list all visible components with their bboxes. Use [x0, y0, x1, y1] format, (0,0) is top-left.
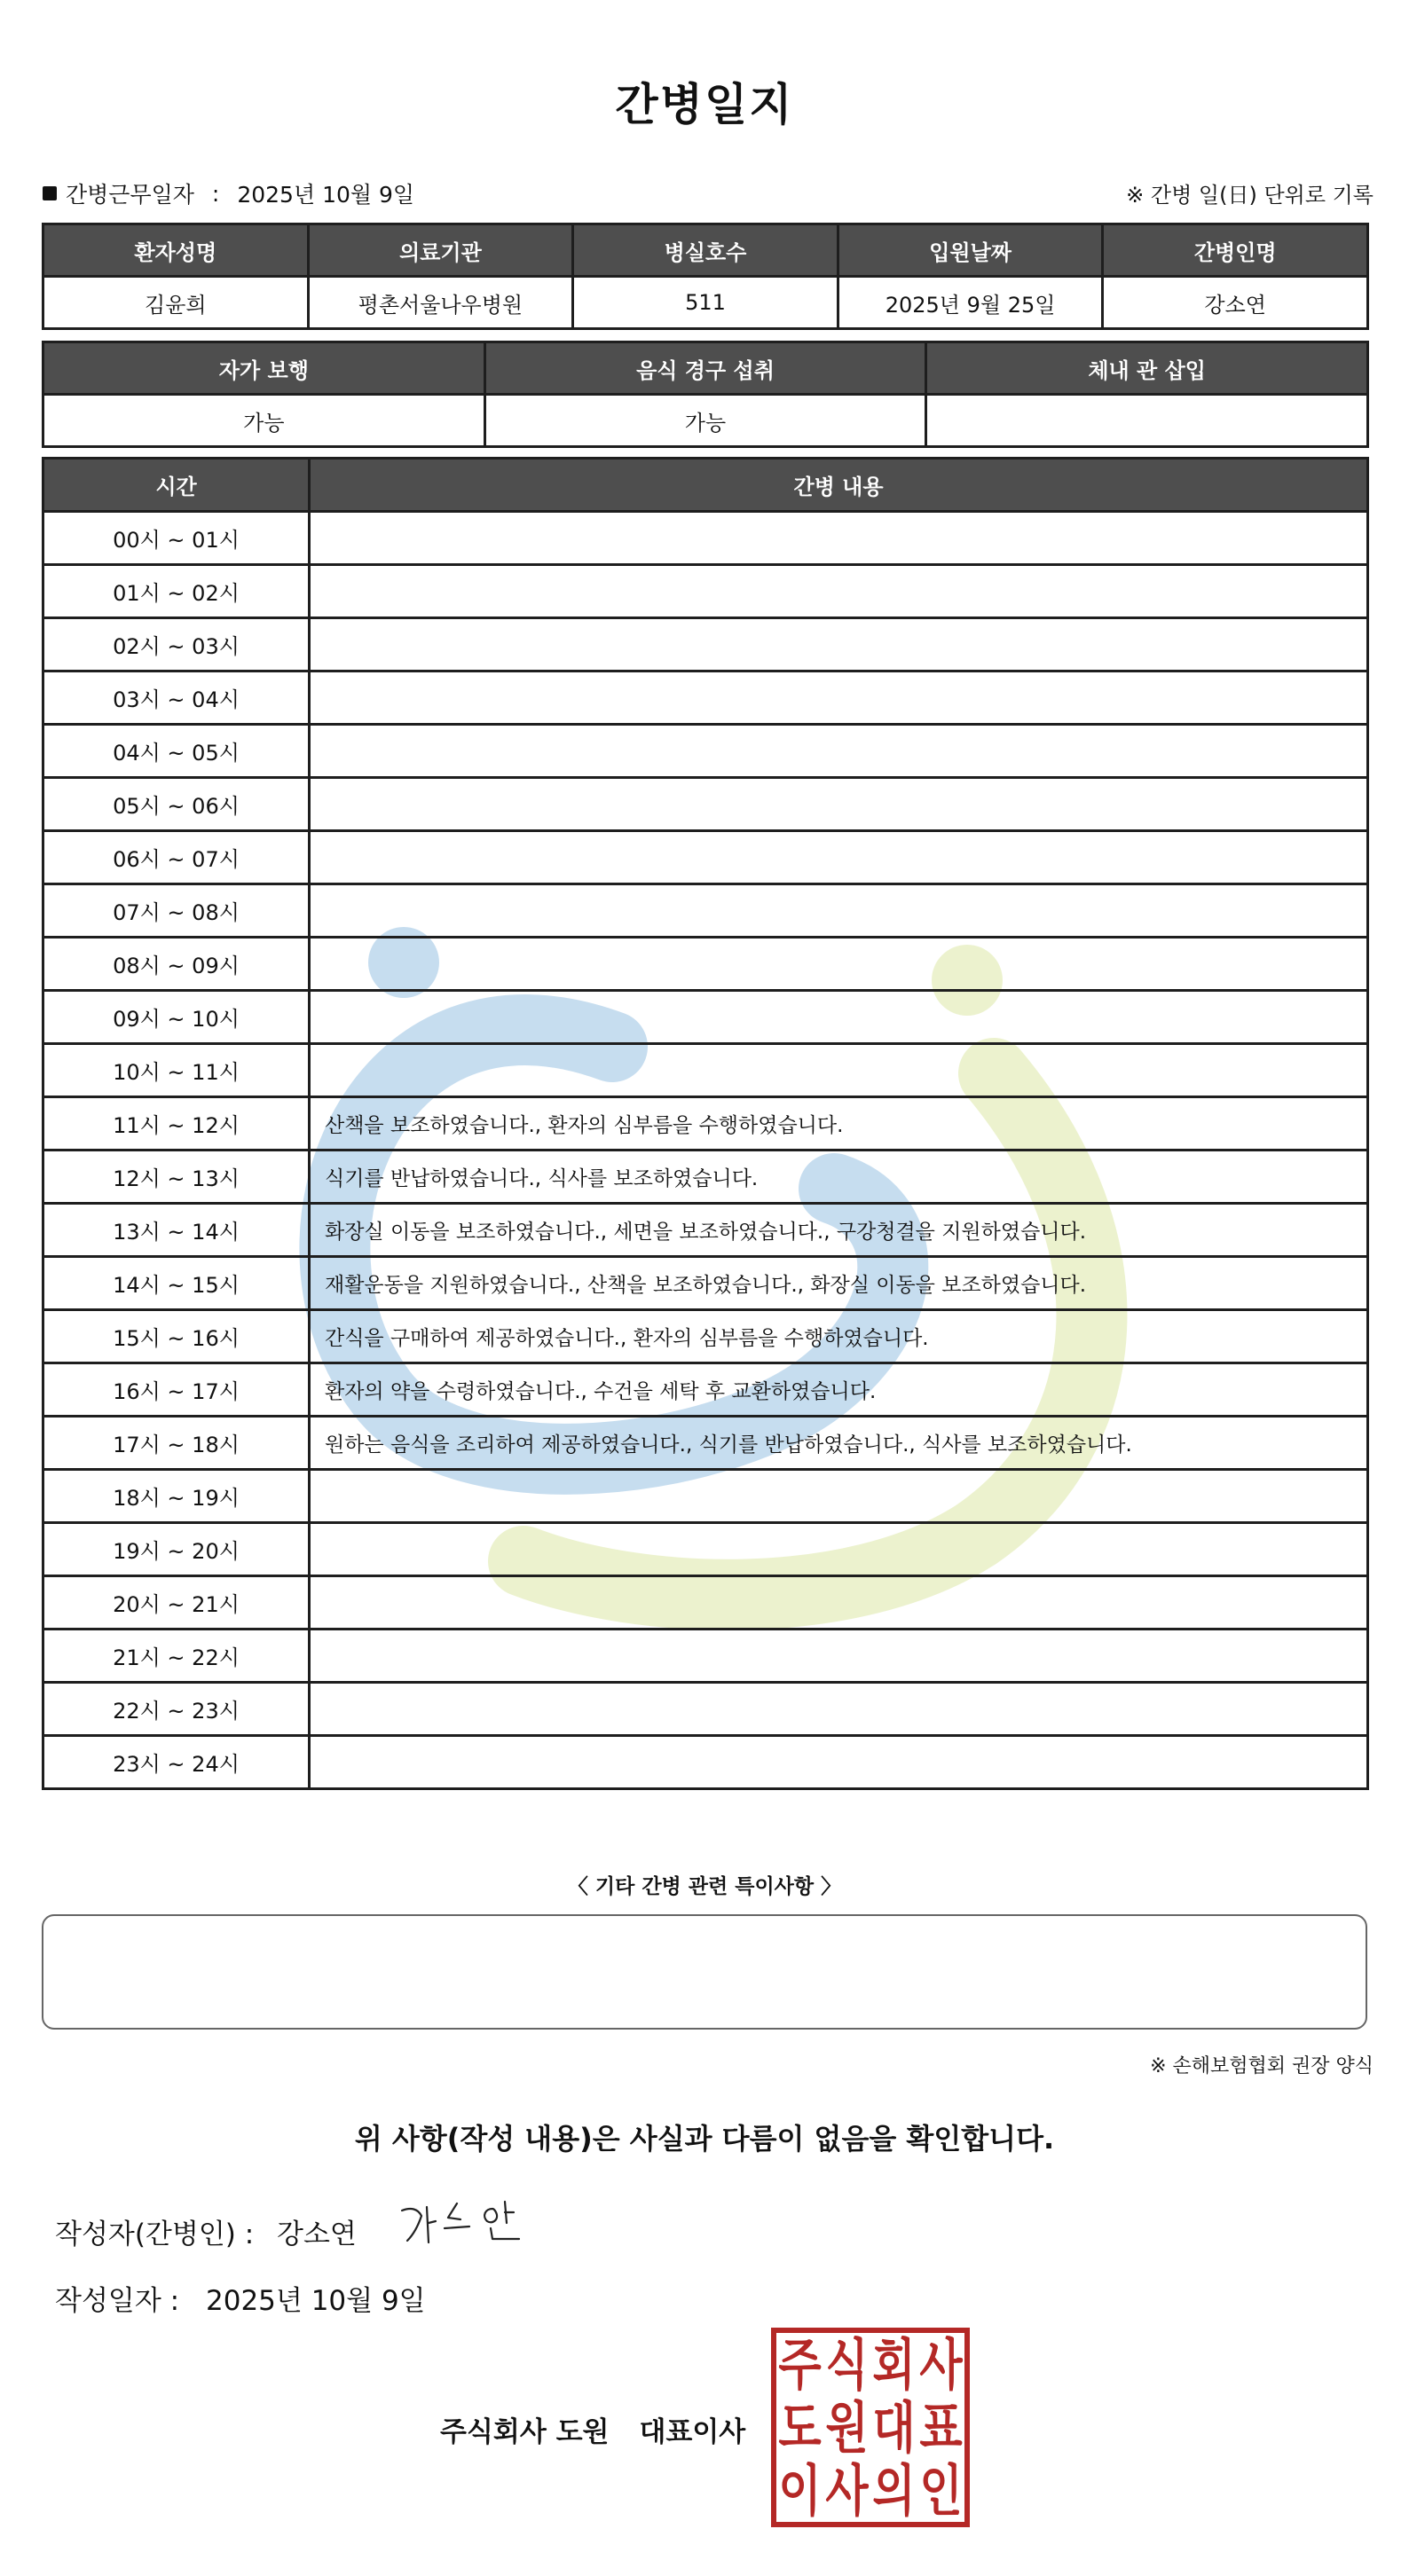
- care-content-cell: 식기를 반납하였습니다., 식사를 보조하였습니다.: [310, 1151, 1368, 1204]
- tube-insertion-value: [926, 395, 1368, 447]
- writer-label: 작성자(간병인) :: [55, 2219, 255, 2250]
- seal-character: 사: [825, 2458, 869, 2523]
- care-content-cell: [310, 991, 1368, 1044]
- seal-character: 원: [825, 2395, 869, 2460]
- time-slot-cell: 12시 ~ 13시: [43, 1151, 310, 1204]
- table-row: [43, 1204, 1368, 1257]
- time-slot-cell: 13시 ~ 14시: [43, 1204, 310, 1257]
- table-row: [43, 1097, 1368, 1151]
- special-notes-title: 〈 기타 간병 관련 특이사항 〉: [567, 1875, 842, 1898]
- care-content-cell: [310, 1630, 1368, 1683]
- care-content-cell: 원하는 음식을 조리하여 제공하였습니다., 식기를 반납하였습니다., 식사를 보조하였습니다.: [310, 1417, 1368, 1470]
- table-row: [43, 778, 1368, 831]
- care-content-cell: 재활운동을 지원하였습니다., 산책을 보조하였습니다., 화장실 이동을 보조하였습니다.: [310, 1257, 1368, 1310]
- header-caregiver-name: 간병인명: [1103, 224, 1368, 277]
- care-content-cell: [310, 512, 1368, 565]
- table-row: [43, 1736, 1368, 1789]
- written-date-label: 작성일자 :: [55, 2285, 180, 2317]
- header-admission-date: 입원날짜: [838, 224, 1103, 277]
- room-number: 511: [573, 277, 838, 329]
- care-log-body: [43, 512, 1368, 1789]
- hospital-name: 평촌서울나우병원: [308, 277, 573, 329]
- time-slot-cell: 05시 ~ 06시: [43, 778, 310, 831]
- seal-character: 인: [919, 2458, 963, 2523]
- care-content-cell: [310, 1683, 1368, 1736]
- admission-date: 2025년 9월 25일: [838, 277, 1103, 329]
- caregiver-name: 강소연: [1103, 277, 1368, 329]
- table-row: [43, 884, 1368, 938]
- confirmation-statement: 위 사항(작성 내용)은 사실과 다름이 없음을 확인합니다.: [354, 2122, 1055, 2156]
- table-row: [43, 1523, 1368, 1576]
- oral-intake-value: 가능: [484, 395, 926, 447]
- time-slot-cell: 22시 ~ 23시: [43, 1683, 310, 1736]
- table-row: [43, 1630, 1368, 1683]
- seal-character: 도: [778, 2395, 822, 2460]
- time-slot-cell: 20시 ~ 21시: [43, 1576, 310, 1630]
- table-row: [43, 1683, 1368, 1736]
- company-ceo-title: 대표이사: [639, 2416, 746, 2448]
- time-slot-cell: 10시 ~ 11시: [43, 1044, 310, 1097]
- seal-character: 회: [872, 2332, 916, 2397]
- time-slot-cell: 07시 ~ 08시: [43, 884, 310, 938]
- time-slot-cell: 04시 ~ 05시: [43, 725, 310, 778]
- time-slot-cell: 02시 ~ 03시: [43, 618, 310, 671]
- care-content-cell: [310, 884, 1368, 938]
- table-row: [43, 725, 1368, 778]
- table-row: [43, 1151, 1368, 1204]
- header-oral-intake: 음식 경구 섭취: [484, 342, 926, 395]
- patient-status-table: [42, 341, 1369, 448]
- time-slot-cell: 00시 ~ 01시: [43, 512, 310, 565]
- seal-character: 식: [825, 2332, 869, 2397]
- care-content-cell: 화장실 이동을 보조하였습니다., 세면을 보조하였습니다., 구강청결을 지원하였습니다.: [310, 1204, 1368, 1257]
- table-row: [43, 565, 1368, 618]
- care-content-cell: 간식을 구매하여 제공하였습니다., 환자의 심부름을 수행하였습니다.: [310, 1310, 1368, 1363]
- time-slot-cell: 14시 ~ 15시: [43, 1257, 310, 1310]
- association-form-note: ※ 손해보험협회 권장 양식: [1150, 2055, 1374, 2077]
- square-bullet-icon: [43, 186, 57, 200]
- care-content-cell: [310, 778, 1368, 831]
- time-slot-cell: 16시 ~ 17시: [43, 1363, 310, 1417]
- header-tube-insertion: 체내 관 삽입: [926, 342, 1368, 395]
- care-content-cell: [310, 1736, 1368, 1789]
- page-title: 간병일지: [615, 79, 794, 130]
- time-slot-cell: 15시 ~ 16시: [43, 1310, 310, 1363]
- table-row: [43, 1576, 1368, 1630]
- patient-name: 김윤희: [43, 277, 309, 329]
- work-date-value: 2025년 10월 9일: [237, 182, 415, 208]
- care-content-cell: [310, 1470, 1368, 1523]
- seal-character: 이: [778, 2458, 822, 2523]
- patient-info-value-row: [43, 277, 1368, 329]
- table-row: [43, 1310, 1368, 1363]
- patient-info-header-row: [43, 224, 1368, 277]
- header-patient-name: 환자성명: [43, 224, 309, 277]
- record-unit-note: ※ 간병 일(日) 단위로 기록: [1126, 183, 1374, 208]
- company-seal-stamp: [771, 2328, 970, 2527]
- work-date-line: [43, 177, 414, 209]
- header-time: 시간: [43, 459, 310, 512]
- self-walking-value: 가능: [43, 395, 485, 447]
- care-content-cell: [310, 618, 1368, 671]
- time-slot-cell: 19시 ~ 20시: [43, 1523, 310, 1576]
- written-date-value: 2025년 10월 9일: [206, 2285, 426, 2317]
- writer-name: 강소연: [277, 2219, 357, 2250]
- time-slot-cell: 06시 ~ 07시: [43, 831, 310, 884]
- table-row: [43, 671, 1368, 725]
- table-row: [43, 618, 1368, 671]
- table-row: [43, 1044, 1368, 1097]
- patient-status-value-row: [43, 395, 1368, 447]
- care-content-cell: [310, 1576, 1368, 1630]
- care-content-cell: [310, 1044, 1368, 1097]
- company-name: 주식회사 도원: [440, 2416, 610, 2448]
- care-content-cell: 환자의 약을 수령하였습니다., 수건을 세탁 후 교환하였습니다.: [310, 1363, 1368, 1417]
- care-content-cell: [310, 1523, 1368, 1576]
- time-slot-cell: 21시 ~ 22시: [43, 1630, 310, 1683]
- work-date-separator: :: [211, 180, 220, 207]
- handwritten-signature: [395, 2191, 555, 2253]
- work-date-label: 간병근무일자: [66, 182, 194, 208]
- time-slot-cell: 09시 ~ 10시: [43, 991, 310, 1044]
- table-row: [43, 1417, 1368, 1470]
- table-row: [43, 1257, 1368, 1310]
- header-self-walking: 자가 보행: [43, 342, 485, 395]
- seal-character: 표: [919, 2395, 963, 2460]
- time-slot-cell: 17시 ~ 18시: [43, 1417, 310, 1470]
- time-slot-cell: 08시 ~ 09시: [43, 938, 310, 991]
- table-row: [43, 991, 1368, 1044]
- time-slot-cell: 01시 ~ 02시: [43, 565, 310, 618]
- care-content-cell: 산책을 보조하였습니다., 환자의 심부름을 수행하였습니다.: [310, 1097, 1368, 1151]
- seal-character: 의: [872, 2458, 916, 2523]
- company-line: [440, 2409, 745, 2449]
- header-room-number: 병실호수: [573, 224, 838, 277]
- care-content-cell: [310, 565, 1368, 618]
- written-date-line: [55, 2278, 426, 2318]
- care-content-cell: [310, 938, 1368, 991]
- table-row: [43, 1470, 1368, 1523]
- seal-character: 주: [778, 2332, 822, 2397]
- care-log-table: [42, 457, 1369, 1790]
- table-row: [43, 831, 1368, 884]
- special-notes-box: [42, 1914, 1367, 2030]
- seal-character: 사: [919, 2332, 963, 2397]
- care-content-cell: [310, 671, 1368, 725]
- care-content-cell: [310, 725, 1368, 778]
- time-slot-cell: 18시 ~ 19시: [43, 1470, 310, 1523]
- care-content-cell: [310, 831, 1368, 884]
- table-row: [43, 938, 1368, 991]
- header-care-content: 간병 내용: [310, 459, 1368, 512]
- table-row: [43, 1363, 1368, 1417]
- seal-character: 대: [872, 2395, 916, 2460]
- patient-info-table: [42, 223, 1369, 330]
- care-log-header-row: [43, 459, 1368, 512]
- writer-line: [55, 2211, 357, 2251]
- table-row: [43, 512, 1368, 565]
- time-slot-cell: 23시 ~ 24시: [43, 1736, 310, 1789]
- time-slot-cell: 03시 ~ 04시: [43, 671, 310, 725]
- time-slot-cell: 11시 ~ 12시: [43, 1097, 310, 1151]
- patient-status-header-row: [43, 342, 1368, 395]
- header-hospital: 의료기관: [308, 224, 573, 277]
